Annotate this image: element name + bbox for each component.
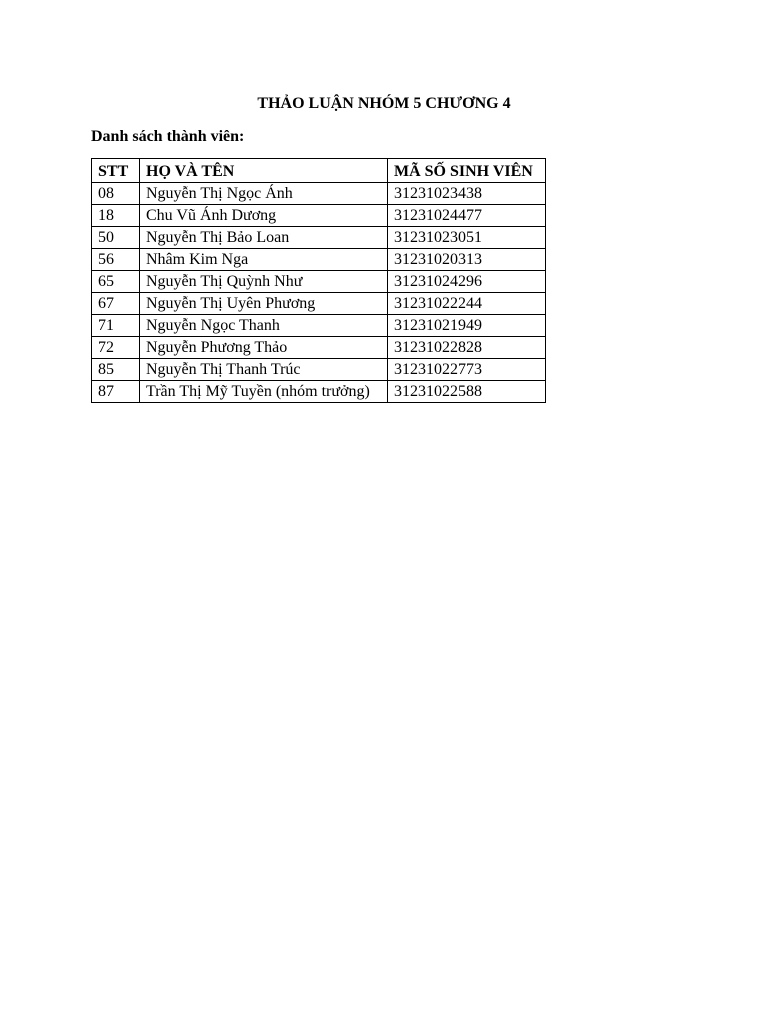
member-list-heading: Danh sách thành viên: xyxy=(91,128,245,145)
cell-stt: 85 xyxy=(92,359,140,381)
cell-stt: 18 xyxy=(92,205,140,227)
cell-student-id: 31231020313 xyxy=(388,249,546,271)
document-title: THẢO LUẬN NHÓM 5 CHƯƠNG 4 xyxy=(257,95,511,112)
table-row xyxy=(92,381,546,403)
table-row xyxy=(92,359,546,381)
cell-name: Trần Thị Mỹ Tuyền (nhóm trưởng) xyxy=(140,381,388,403)
table-header-row xyxy=(92,159,546,183)
header-stt: STT xyxy=(92,159,140,183)
cell-stt: 72 xyxy=(92,337,140,359)
cell-stt: 87 xyxy=(92,381,140,403)
cell-name: Nguyễn Phương Thảo xyxy=(140,337,388,359)
cell-student-id: 31231024296 xyxy=(388,271,546,293)
table-row xyxy=(92,271,546,293)
cell-student-id: 31231024477 xyxy=(388,205,546,227)
cell-name: Nguyễn Thị Quỳnh Như xyxy=(140,271,388,293)
cell-stt: 67 xyxy=(92,293,140,315)
cell-name: Nguyễn Thị Uyên Phương xyxy=(140,293,388,315)
cell-student-id: 31231022244 xyxy=(388,293,546,315)
table-row xyxy=(92,315,546,337)
table-row xyxy=(92,227,546,249)
table-row xyxy=(92,337,546,359)
cell-name: Nguyễn Thị Thanh Trúc xyxy=(140,359,388,381)
cell-student-id: 31231022773 xyxy=(388,359,546,381)
member-table xyxy=(91,158,546,403)
cell-stt: 50 xyxy=(92,227,140,249)
cell-name: Nguyễn Thị Bảo Loan xyxy=(140,227,388,249)
cell-name: Nguyễn Thị Ngọc Ánh xyxy=(140,183,388,205)
cell-name: Nguyễn Ngọc Thanh xyxy=(140,315,388,337)
table-row xyxy=(92,183,546,205)
header-name: HỌ VÀ TÊN xyxy=(140,159,388,183)
cell-name: Chu Vũ Ánh Dương xyxy=(140,205,388,227)
cell-stt: 65 xyxy=(92,271,140,293)
cell-student-id: 31231022588 xyxy=(388,381,546,403)
table-row xyxy=(92,249,546,271)
cell-student-id: 31231023051 xyxy=(388,227,546,249)
cell-student-id: 31231023438 xyxy=(388,183,546,205)
cell-stt: 71 xyxy=(92,315,140,337)
cell-stt: 56 xyxy=(92,249,140,271)
cell-stt: 08 xyxy=(92,183,140,205)
table-row xyxy=(92,205,546,227)
table-row xyxy=(92,293,546,315)
cell-name: Nhâm Kim Nga xyxy=(140,249,388,271)
header-student-id: MÃ SỐ SINH VIÊN xyxy=(388,159,546,183)
cell-student-id: 31231022828 xyxy=(388,337,546,359)
cell-student-id: 31231021949 xyxy=(388,315,546,337)
